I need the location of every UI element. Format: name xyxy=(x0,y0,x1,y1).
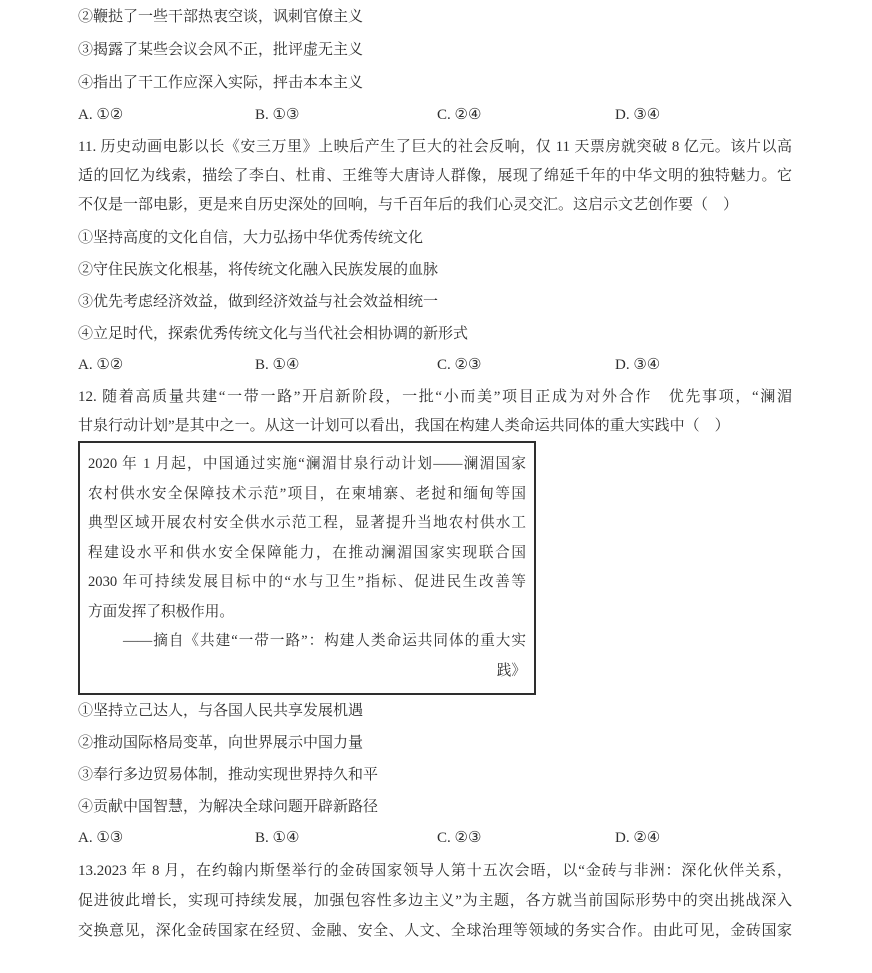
q10-choice-d: D. ③④ xyxy=(615,107,661,123)
q12-material-line: 程建设水平和供水安全保障能力，在推动澜湄国家实现联合国 xyxy=(88,544,526,561)
q12-choice-c: C. ②③ xyxy=(437,830,482,846)
q12-material-line: 2020 年 1 月起，中国通过实施“澜湄甘泉行动计划——澜湄国家 xyxy=(88,456,526,472)
q11-stem-line: 不仅是一部电影，更是来自历史深处的回响，与千百年后的我们心灵交汇。这启示文艺创作要（ ） xyxy=(78,197,739,213)
q11-choice-c: C. ②③ xyxy=(437,357,482,373)
q12-stem xyxy=(78,383,792,441)
q11-option-4: ④立足时代，探索优秀传统文化与当代社会相协调的新形式 xyxy=(78,326,469,342)
q12-material-line: 典型区域开展农村安全供水示范工程，显著提升当地农村供水工 xyxy=(88,515,526,531)
q12-material-source-line: 践》 xyxy=(496,662,526,679)
q10-option-4: ④指出了干工作应深入实际，抨击本本主义 xyxy=(78,75,364,91)
q10-option-2: ②鞭挞了一些干部热衷空谈，讽刺官僚主义 xyxy=(78,9,364,25)
q11-option-1: ①坚持高度的文化自信，大力弘扬中华优秀传统文化 xyxy=(78,230,424,246)
q10-choice-b: B. ①③ xyxy=(255,107,300,123)
q10-option-3: ③揭露了某些会议会风不正，批评虚无主义 xyxy=(78,42,364,58)
q12-choice-b: B. ①④ xyxy=(255,830,300,846)
q12-material-quote-box xyxy=(78,441,536,695)
q11-stem-line: 适的回忆为线索，描绘了李白、杜甫、王维等大唐诗人群像，展现了绵延千年的中华文明的独特魅力。它 xyxy=(78,168,792,184)
q12-material-source-line: ——摘自《共建“一带一路”：构建人类命运共同体的重大实 xyxy=(123,633,526,649)
q12-choice-a: A. ①③ xyxy=(78,830,124,846)
q12-material-line: 农村供水安全保障技术示范”项目，在柬埔寨、老挝和缅甸等国 xyxy=(88,485,526,502)
q11-choice-d: D. ③④ xyxy=(615,357,661,373)
q12-option-3: ③奉行多边贸易体制，推动实现世界持久和平 xyxy=(78,767,379,783)
q12-option-4: ④贡献中国智慧，为解决全球问题开辟新路径 xyxy=(78,799,379,815)
q13-stem-line: 交换意见，深化金砖国家在经贸、金融、安全、人文、全球治理等领域的务实合作。由此可见，金砖国家 xyxy=(78,923,792,939)
q12-choice-d: D. ②④ xyxy=(615,830,661,846)
q12-stem-line: 12. 随着高质量共建“一带一路”开启新阶段，一批“小而美”项目正成为对外合作 优先事项，“澜湄 xyxy=(78,389,792,405)
q13-stem-line: 促进彼此增长，实现可持续发展，加强包容性多边主义”为主题，各方就当前国际形势中的突出挑战深入 xyxy=(78,893,792,909)
q10-choice-c: C. ②④ xyxy=(437,107,482,123)
q13-stem xyxy=(78,856,792,946)
q12-answer-choices xyxy=(78,823,792,853)
q10-choice-a: A. ①② xyxy=(78,107,124,123)
q12-options xyxy=(78,695,792,823)
q12-material-line: 方面发挥了积极作用。 xyxy=(88,603,234,620)
q11-options xyxy=(78,222,792,350)
q10-answer-choices xyxy=(78,100,792,130)
q12-stem-line: 甘泉行动计划”是其中之一。从这一计划可以看出，我国在构建人类命运共同体的重大实践中（ ） xyxy=(78,418,730,434)
q11-choice-b: B. ①④ xyxy=(255,357,300,373)
q13-stem-line: 13.2023 年 8 月，在约翰内斯堡举行的金砖国家领导人第十五次会晤，以“金砖与非洲：深化伙伴关系， xyxy=(78,863,792,879)
q12-material-line: 2030 年可持续发展目标中的“水与卫生”指标、促进民生改善等 xyxy=(88,574,526,590)
q11-stem xyxy=(78,133,792,220)
q11-choice-a: A. ①② xyxy=(78,357,124,373)
q11-option-2: ②守住民族文化根基，将传统文化融入民族发展的血脉 xyxy=(78,262,439,278)
q11-stem-line: 11. 历史动画电影以长《安三万里》上映后产生了巨大的社会反响，仅 11 天票房就突破 8 亿元。该片以高 xyxy=(78,139,792,155)
q11-option-3: ③优先考虑经济效益，做到经济效益与社会效益相统一 xyxy=(78,294,439,310)
q11-answer-choices xyxy=(78,350,792,380)
q12-option-1: ①坚持立己达人，与各国人民共享发展机遇 xyxy=(78,703,364,719)
q12-option-2: ②推动国际格局变革，向世界展示中国力量 xyxy=(78,735,364,751)
